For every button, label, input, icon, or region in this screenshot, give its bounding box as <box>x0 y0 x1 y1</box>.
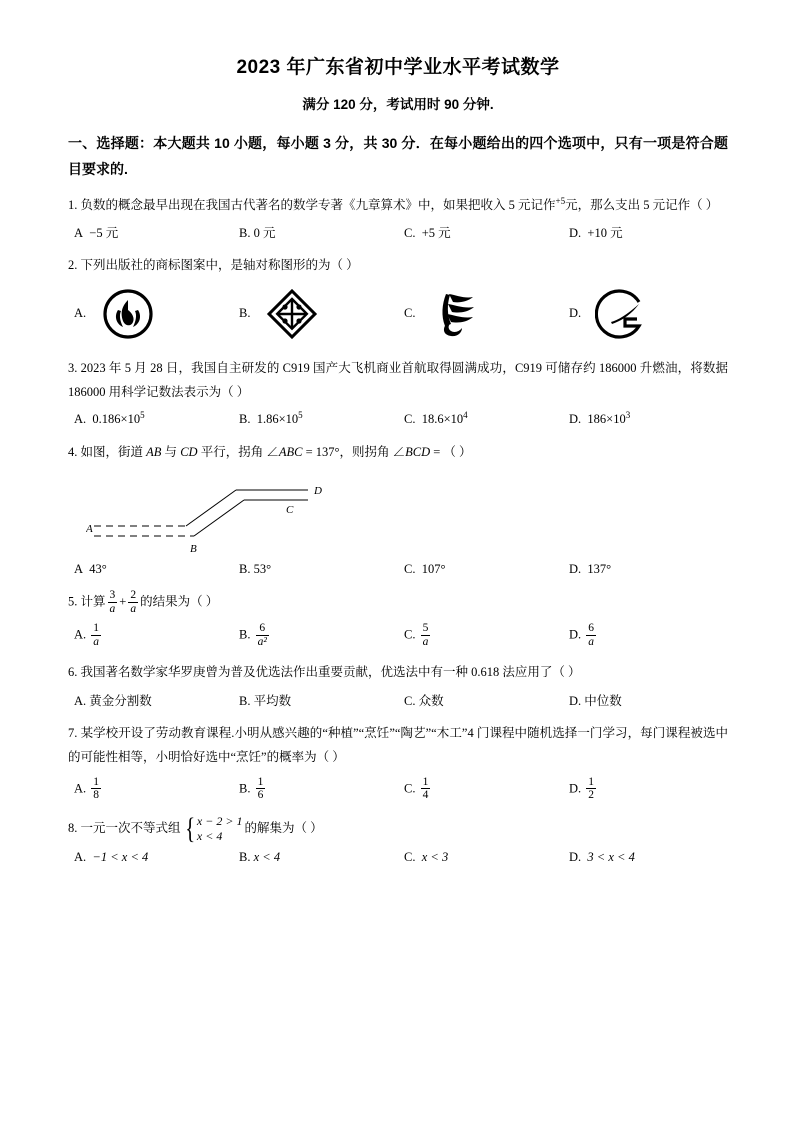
question-7-number: 7. <box>68 725 78 740</box>
question-4-angle-ABC: ABC <box>278 444 303 459</box>
question-8-text-post: 的解集为（ ） <box>244 821 323 836</box>
option-1-D-label: D. <box>569 226 582 241</box>
option-7-A-label: A. <box>74 781 87 796</box>
question-2-number: 2. <box>68 258 78 273</box>
option-2-A[interactable] <box>68 286 233 342</box>
option-4-A-value: 43° <box>89 561 107 576</box>
option-7-B-label: B. <box>239 781 251 796</box>
publisher-logo-3-icon <box>429 286 485 342</box>
question-7 <box>68 721 728 770</box>
question-4-seg-AB: AB <box>146 444 162 459</box>
option-6-D-label: D. <box>569 693 582 708</box>
question-4-text-4: = 137°，则拐角 ∠ <box>302 444 406 459</box>
option-3-C-exp: 4 <box>463 410 468 421</box>
option-8-C-label: C. <box>404 850 416 865</box>
question-3-number: 3. <box>68 360 78 375</box>
option-4-D-value: 137° <box>587 561 612 576</box>
question-1 <box>68 193 728 218</box>
option-8-C-value: x < 3 <box>421 850 449 865</box>
option-8-A-label: A. <box>74 850 87 865</box>
question-1-options <box>68 223 728 241</box>
option-3-D-value: 186×10 <box>587 412 626 427</box>
left-brace-icon: { <box>184 812 195 846</box>
question-5-frac-2: $\frac{2}{a}$ <box>130 588 137 615</box>
question-8-text-pre: 一元一次不等式组 <box>80 821 181 836</box>
option-6-A[interactable] <box>68 691 233 709</box>
option-7-D-value: $\frac{1}{2}$ <box>588 775 595 802</box>
publisher-logo-1-icon <box>100 286 156 342</box>
option-7-D-label: D. <box>569 781 582 796</box>
question-6-number: 6. <box>68 665 78 680</box>
question-8-system <box>183 814 243 844</box>
option-1-A[interactable] <box>68 223 233 241</box>
option-3-B-label: B. <box>239 412 251 427</box>
svg-text:B: B <box>190 542 197 555</box>
option-3-A-exp: 5 <box>140 410 145 421</box>
option-7-D[interactable] <box>563 776 728 803</box>
question-4-angle-BCD: BCD <box>405 444 431 459</box>
question-5-op: + <box>119 594 127 609</box>
question-5-number: 5. <box>68 594 78 609</box>
option-5-D[interactable] <box>563 622 728 649</box>
option-3-B-exp: 5 <box>298 410 303 421</box>
option-6-D[interactable] <box>563 691 728 709</box>
publisher-logo-4-icon <box>595 286 651 342</box>
question-6-options <box>68 691 728 709</box>
question-8 <box>68 814 728 844</box>
option-8-C[interactable] <box>398 850 563 865</box>
question-4-text-3: 平行，拐角 ∠ <box>197 444 279 459</box>
question-6-text: 我国著名数学家华罗庚曾为普及优选法作出重要贡献，优选法中有一种 0.618 法应用了（ ） <box>80 665 581 680</box>
question-8-options <box>68 850 728 865</box>
option-5-A[interactable] <box>68 622 233 649</box>
option-6-A-value: 黄金分割数 <box>89 693 152 708</box>
question-3-options <box>68 410 728 427</box>
question-7-text: 某学校开设了劳动教育课程.小明从感兴趣的“种植”“烹饪”“陶艺”“木工”4 门课程中随机选择一门学习，每门课程被选中的可能性相等，小明恰好选中“烹饪”的概率为（ ） <box>68 725 729 765</box>
option-7-A-value: $\frac{1}{8}$ <box>93 775 100 802</box>
option-4-C[interactable] <box>398 562 563 577</box>
option-1-C-value: +5 元 <box>421 226 451 241</box>
option-4-A-label: A <box>74 561 84 576</box>
option-4-B-value: 53° <box>253 561 272 576</box>
option-3-A-value: 0.186×10 <box>92 412 141 427</box>
option-5-C-label: C. <box>404 627 416 642</box>
option-8-A[interactable] <box>68 850 233 865</box>
question-3-text: 2023 年 5 月 28 日，我国自主研发的 C919 国产大飞机商业首航取得圆满成功，C919 可储存约 186000 升燃油，将数据 186000 用科学记数法表示为（ ） <box>68 360 728 400</box>
option-3-D-exp: 3 <box>625 410 631 421</box>
option-1-B-value: 0 元 <box>253 226 276 241</box>
option-3-D[interactable] <box>563 410 728 427</box>
option-3-A[interactable] <box>68 410 233 427</box>
question-4-text-1: 如图，街道 <box>80 444 147 459</box>
question-1-sup: +5 <box>555 195 566 206</box>
option-7-C[interactable] <box>398 776 563 803</box>
option-6-A-label: A. <box>74 693 87 708</box>
option-6-B[interactable] <box>233 691 398 709</box>
question-8-inequality-2: x < 4 <box>196 829 223 844</box>
option-1-D[interactable] <box>563 223 728 241</box>
option-7-A[interactable] <box>68 776 233 803</box>
question-5 <box>68 589 728 616</box>
question-3 <box>68 356 728 405</box>
section-heading: 一、选择题：本大题共 10 小题，每小题 3 分，共 30 分．在每小题给出的四个选项中，只有一项是符合题目要求的. <box>68 135 728 177</box>
question-1-text-b: 元，那么支出 5 元记作（ ） <box>565 197 719 212</box>
question-5-text-pre: 计算 <box>80 594 106 609</box>
option-1-A-label: A <box>74 226 84 241</box>
option-5-B-value: $\frac{6}{\text{a²}}$ <box>257 621 267 648</box>
option-6-C[interactable] <box>398 691 563 709</box>
option-6-C-label: C. <box>404 693 416 708</box>
option-6-D-value: 中位数 <box>584 693 622 708</box>
option-1-D-value: +10 元 <box>587 226 623 241</box>
option-3-B[interactable] <box>233 410 398 427</box>
option-4-A[interactable] <box>68 562 233 577</box>
option-2-C-label: C. <box>404 306 416 321</box>
question-1-text-a: 负数的概念最早出现在我国古代著名的数学专著《九章算术》中，如果把收入 5 元记作 <box>80 197 556 212</box>
option-5-C-value: $\frac{5}{a}$ <box>422 621 429 648</box>
option-2-D-label: D. <box>569 306 582 321</box>
option-3-C-label: C. <box>404 412 416 427</box>
option-4-D[interactable] <box>563 562 728 577</box>
option-8-B-value: x < 4 <box>253 850 281 865</box>
option-8-B[interactable] <box>233 850 398 865</box>
question-5-text-post: 的结果为（ ） <box>140 594 219 609</box>
option-5-B[interactable] <box>233 622 398 649</box>
publisher-logo-2-icon <box>264 286 320 342</box>
question-4-text-2: 与 <box>161 444 181 459</box>
option-1-B-label: B. <box>239 226 251 241</box>
option-2-B[interactable] <box>233 286 398 342</box>
option-2-C[interactable] <box>398 286 563 342</box>
question-5-frac-1: $\frac{3}{a}$ <box>109 588 116 615</box>
question-4 <box>68 440 728 464</box>
question-2-text: 下列出版社的商标图案中，是轴对称图形的为（ ） <box>80 258 359 273</box>
option-1-A-value: −5 元 <box>89 226 119 241</box>
question-4-options <box>68 562 728 577</box>
option-7-C-value: $\frac{1}{4}$ <box>422 775 429 802</box>
option-3-C[interactable] <box>398 410 563 427</box>
page-title: 2023 年广东省初中学业水平考试数学 <box>236 57 560 78</box>
option-8-D-label: D. <box>569 850 582 865</box>
option-6-B-label: B. <box>239 693 251 708</box>
question-1-number: 1. <box>68 197 78 212</box>
question-2-options <box>68 286 728 342</box>
option-1-B[interactable] <box>233 223 398 241</box>
question-8-number: 8. <box>68 821 78 836</box>
svg-text:D: D <box>314 484 322 497</box>
option-1-C-label: C. <box>404 226 416 241</box>
option-4-B[interactable] <box>233 562 398 577</box>
question-4-seg-CD: CD <box>180 444 198 459</box>
question-7-options <box>68 776 728 803</box>
exam-subtitle: 满分 120 分，考试用时 90 分钟. <box>302 97 494 112</box>
document-content <box>68 52 728 877</box>
option-3-A-label: A. <box>74 412 87 427</box>
option-4-C-label: C. <box>404 561 416 576</box>
option-4-D-label: D. <box>569 561 582 576</box>
svg-text:C: C <box>286 503 294 516</box>
option-8-B-label: B. <box>239 850 251 865</box>
option-4-B-label: B. <box>239 561 251 576</box>
question-5-options <box>68 622 728 649</box>
question-2 <box>68 253 728 277</box>
option-8-A-value: −1 < x < 4 <box>92 850 149 865</box>
option-7-B[interactable] <box>233 776 398 803</box>
question-6 <box>68 660 728 684</box>
question-4-figure <box>86 470 728 556</box>
option-5-D-label: D. <box>569 627 582 642</box>
option-2-B-label: B. <box>239 306 251 321</box>
svg-text:A: A <box>86 522 93 535</box>
option-2-D[interactable] <box>563 286 728 342</box>
question-4-text-5: = （ ） <box>430 444 472 459</box>
option-8-D-value: 3 < x < 4 <box>587 850 635 865</box>
option-5-A-value: $\frac{1}{a}$ <box>93 621 100 648</box>
option-5-A-label: A. <box>74 627 87 642</box>
question-4-number: 4. <box>68 444 78 459</box>
option-6-C-value: 众数 <box>418 693 444 708</box>
option-3-D-label: D. <box>569 412 582 427</box>
option-5-B-label: B. <box>239 627 251 642</box>
option-3-B-value: 1.86×10 <box>256 412 299 427</box>
option-5-D-value: $\frac{6}{a}$ <box>588 621 595 648</box>
option-3-C-value: 18.6×10 <box>421 412 464 427</box>
option-7-C-label: C. <box>404 781 416 796</box>
option-8-D[interactable] <box>563 850 728 865</box>
option-4-C-value: 107° <box>421 561 446 576</box>
question-8-inequality-1: x − 2 > 1 <box>196 814 243 829</box>
option-5-C[interactable] <box>398 622 563 649</box>
option-6-B-value: 平均数 <box>253 693 292 708</box>
option-1-C[interactable] <box>398 223 563 241</box>
option-2-A-label: A. <box>74 306 87 321</box>
option-7-B-value: $\frac{1}{6}$ <box>257 775 264 802</box>
